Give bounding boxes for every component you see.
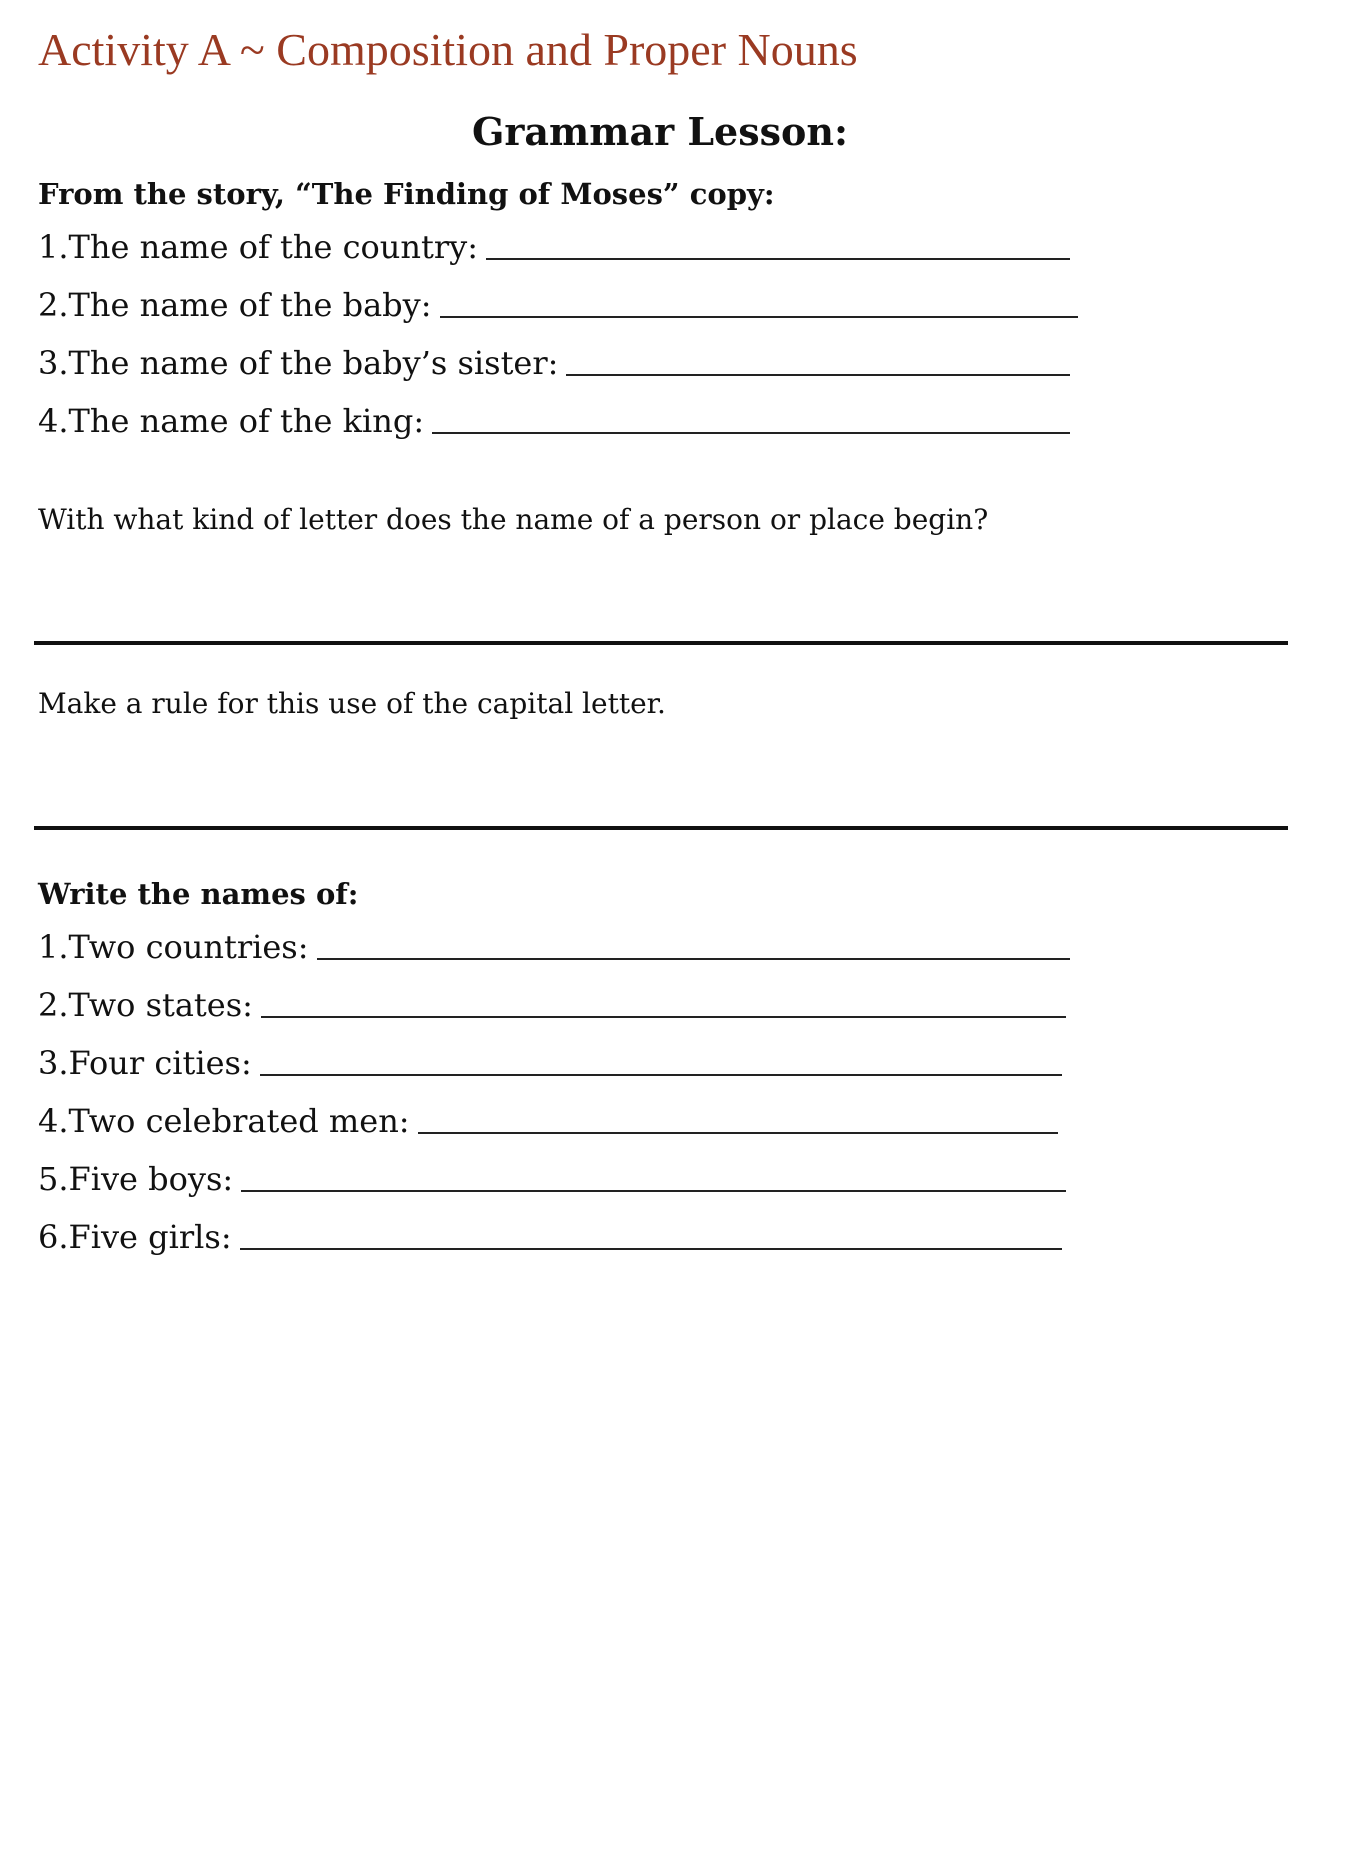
answer-blank[interactable] — [566, 374, 1070, 376]
story-item-label: 3.The name of the baby’s sister: — [38, 344, 559, 382]
names-item-boys — [38, 1158, 1066, 1200]
answer-blank[interactable] — [440, 316, 1079, 318]
answer-rule-question-2[interactable] — [34, 826, 1288, 830]
names-item-label: 1.Two countries: — [38, 928, 309, 966]
story-item-label: 4.The name of the king: — [38, 402, 425, 440]
answer-blank[interactable] — [432, 432, 1070, 434]
activity-title: Activity A ~ Composition and Proper Nouns — [38, 24, 858, 75]
answer-blank[interactable] — [317, 958, 1071, 960]
question-capital-letter: With what kind of letter does the name of a person or place begin? — [38, 503, 989, 536]
answer-blank[interactable] — [418, 1132, 1058, 1134]
answer-blank[interactable] — [261, 1016, 1066, 1018]
answer-blank[interactable] — [486, 258, 1070, 260]
lesson-heading: Grammar Lesson: — [471, 109, 849, 154]
story-item-baby — [38, 284, 1078, 326]
names-item-countries — [38, 926, 1070, 968]
story-item-king — [38, 400, 1070, 442]
names-item-girls — [38, 1216, 1062, 1258]
names-item-states — [38, 984, 1066, 1026]
answer-rule-question-1[interactable] — [34, 641, 1288, 645]
story-item-sister — [38, 342, 1070, 384]
names-item-cities — [38, 1042, 1062, 1084]
story-item-country — [38, 226, 1070, 268]
names-item-label: 2.Two states: — [38, 986, 253, 1024]
answer-blank[interactable] — [260, 1074, 1062, 1076]
answer-blank[interactable] — [240, 1248, 1062, 1250]
names-item-label: 4.Two celebrated men: — [38, 1102, 410, 1140]
names-item-label: 3.Four cities: — [38, 1044, 252, 1082]
story-section-heading: From the story, “The Finding of Moses” copy: — [38, 177, 775, 211]
names-item-celebrated-men — [38, 1100, 1058, 1142]
names-section-heading: Write the names of: — [38, 877, 359, 911]
story-item-label: 2.The name of the baby: — [38, 286, 432, 324]
question-make-rule: Make a rule for this use of the capital letter. — [38, 687, 666, 720]
story-item-label: 1.The name of the country: — [38, 228, 479, 266]
answer-blank[interactable] — [241, 1190, 1066, 1192]
names-item-label: 6.Five girls: — [38, 1218, 232, 1256]
names-item-label: 5.Five boys: — [38, 1160, 234, 1198]
